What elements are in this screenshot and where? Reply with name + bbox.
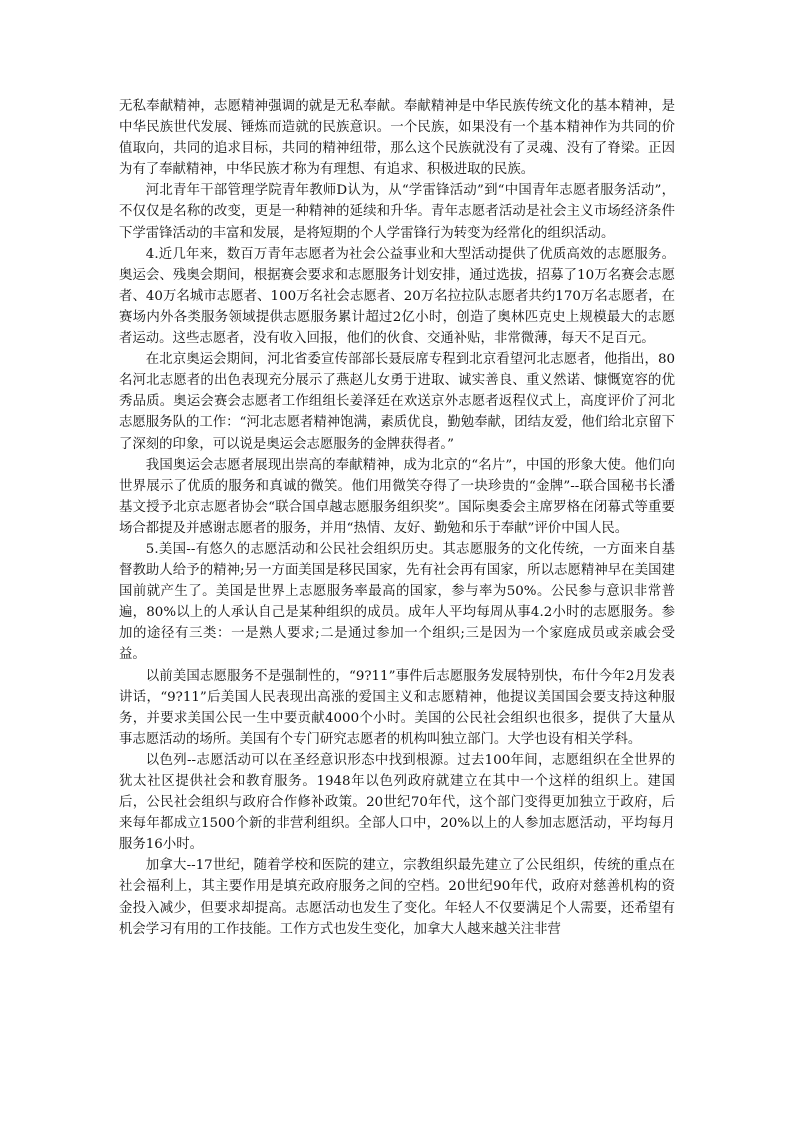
paragraph-olympic-volunteers: 4.近几年来，数百万青年志愿者为社会公益事业和大型活动提供了优质高效的志愿服务。奥运会、残奥会期间，根据赛会要求和志愿服务计划安排，通过选拔，招募了10万名赛会志愿者、40万名城市志愿者、100万名社会志愿者、20万名拉拉队志愿者共约170万名志愿者，在赛场内外各类服务领域提供志愿服务累计超过2亿小时，创造了奥林匹克史上规模最大的志愿者运动。这些志愿者，没有收入回报，他们的伙食、交通补贴，非常微薄，每天不足百元。 — [119, 246, 675, 347]
paragraph-volunteer-spirit: 我国奥运会志愿者展现出崇高的奉献精神，成为北京的“名片”，中国的形象大使。他们向世界展示了优质的服务和真诚的微笑。他们用微笑夺得了一块珍贵的“金牌”--联合国秘书长潘基文授予北京志愿者协会“联合国卓越志愿服务组织奖”。国际奥委会主席罗格在闭幕式等重要场合都提及并感谢志愿者的服务，并用“热情、友好、勤勉和乐于奉献”评价中国人民。 — [119, 457, 675, 536]
paragraph-hebei-volunteers: 在北京奥运会期间，河北省委宣传部部长聂辰席专程到北京看望河北志愿者，他指出，80名河北志愿者的出色表现充分展示了燕赵儿女勇于进取、诚实善良、重义然诺、慷慨宽容的优秀品质。奥运会赛会志愿者工作组组长姜泽廷在欢送京外志愿者返程仪式上，高度评价了河北志愿服务队的工作：“河北志愿者精神饱满，素质优良，勤勉奉献，团结友爱，他们给北京留下了深刻的印象，可以说是奥运会志愿服务的金牌获得者。” — [119, 352, 675, 452]
paragraph-usa-after-911: 以前美国志愿服务不是强制性的，“9?11”事件后志愿服务发展特别快，布什今年2月发表讲话，“9?11”后美国人民表现出高涨的爱国主义和志愿精神，他提议美国国会要支持这种服务，并要求美国公民一生中要贡献4000个小时。美国的公民社会组织也很多，提供了大量从事志愿活动的场所。美国有个专门研究志愿者的机构叫独立部门。大学也设有相关学科。 — [119, 668, 675, 747]
paragraph-israel: 以色列--志愿活动可以在圣经意识形态中找到根源。过去100年间，志愿组织在全世界的犹太社区提供社会和教育服务。1948年以色列政府就建立在其中一个这样的组织上。建国后，公民社会组织与政府合作修补政策。20世纪70年代，这个部门变得更加独立于政府，后来每年都成立1500个新的非营利组织。全部人口中，20%以上的人参加志愿活动，平均每月服务16小时。 — [119, 752, 675, 853]
paragraph-usa-history: 5.美国--有悠久的志愿活动和公民社会组织历史。其志愿服务的文化传统，一方面来自基督教助人给予的精神;另一方面美国是移民国家，先有社会再有国家，所以志愿精神早在美国建国前就产生了。美国是世界上志愿服务率最高的国家，参与率为50%。公民参与意识非常普遍，80%以上的人承认自己是某种组织的成员。成年人平均每周从事4.2小时的志愿服务。参加的途径有三类：一是熟人要求;二是通过参加一个组织;三是因为一个家庭成员或亲戚会受益。 — [119, 541, 675, 663]
document-page — [119, 96, 675, 940]
paragraph-selfless-dedication: 无私奉献精神，志愿精神强调的就是无私奉献。奉献精神是中华民族传统文化的基本精神，是中华民族世代发展、锤炼而造就的民族意识。一个民族，如果没有一个基本精神作为共同的价值取向，共同的追求目标，共同的精神纽带，那么这个民族就没有了灵魂、没有了脊梁。正因为有了奉献精神，中华民族才称为有理想、有追求、积极进取的民族。 — [119, 99, 675, 178]
paragraph-canada: 加拿大--17世纪，随着学校和医院的建立，宗教组织最先建立了公民组织，传统的重点在社会福利上，其主要作用是填充政府服务之间的空档。20世纪90年代，政府对慈善机构的资金投入减少，但要求却提高。志愿活动也发生了变化。年轻人不仅要满足个人需要，还希望有机会学习有用的工作技能。工作方式也发生变化，加拿大人越来越关注非营 — [119, 858, 675, 937]
paragraph-hebei-college-teacher: 河北青年干部管理学院青年教师D认为，从“学雷锋活动”到“中国青年志愿者服务活动”，不仅仅是名称的改变，更是一种精神的延续和升华。青年志愿者活动是社会主义市场经济条件下学雷锋活动的丰富和发展，是将短期的个人学雷锋行为转变为经常化的组织活动。 — [119, 183, 675, 241]
